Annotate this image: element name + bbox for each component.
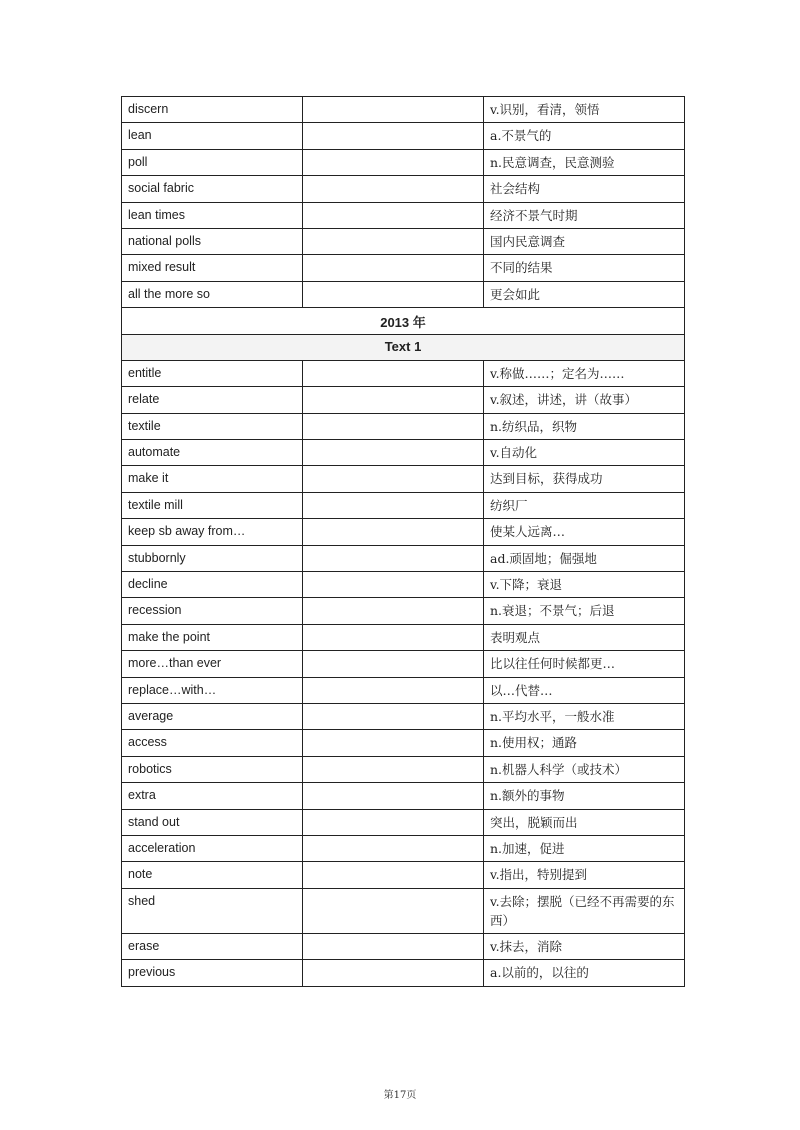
table-section-headers: [122, 308, 685, 361]
english-term: make it: [122, 466, 303, 492]
chinese-definition: n.机器人科学（或技术）: [484, 756, 685, 782]
english-term: robotics: [122, 756, 303, 782]
chinese-definition: 使某人远离…: [484, 519, 685, 545]
chinese-definition: n.额外的事物: [484, 783, 685, 809]
chinese-definition: a.以前的，以往的: [484, 960, 685, 986]
english-term: stand out: [122, 809, 303, 835]
english-term: average: [122, 703, 303, 729]
chinese-definition: v.识别，看清，领悟: [484, 97, 685, 123]
blank-cell: [303, 835, 484, 861]
blank-cell: [303, 730, 484, 756]
blank-cell: [303, 492, 484, 518]
table-row: [122, 960, 685, 986]
blank-cell: [303, 862, 484, 888]
chinese-definition: n.加速，促进: [484, 835, 685, 861]
table-row: [122, 703, 685, 729]
english-term: national polls: [122, 228, 303, 254]
english-term: stubbornly: [122, 545, 303, 571]
section-row-text: [122, 334, 685, 360]
chinese-definition: n.平均水平，一般水准: [484, 703, 685, 729]
english-term: lean: [122, 123, 303, 149]
table-row: [122, 123, 685, 149]
english-term: extra: [122, 783, 303, 809]
table-row: [122, 492, 685, 518]
table-row: [122, 756, 685, 782]
blank-cell: [303, 809, 484, 835]
english-term: shed: [122, 888, 303, 933]
table-row: [122, 730, 685, 756]
english-term: social fabric: [122, 176, 303, 202]
chinese-definition: 突出，脱颖而出: [484, 809, 685, 835]
table-row: [122, 519, 685, 545]
table-row: [122, 440, 685, 466]
blank-cell: [303, 677, 484, 703]
english-term: relate: [122, 387, 303, 413]
blank-cell: [303, 651, 484, 677]
english-term: mixed result: [122, 255, 303, 281]
section-row-year: [122, 308, 685, 334]
chinese-definition: ad.顽固地；倔强地: [484, 545, 685, 571]
chinese-definition: 经济不景气时期: [484, 202, 685, 228]
chinese-definition: 达到目标，获得成功: [484, 466, 685, 492]
chinese-definition: v.自动化: [484, 440, 685, 466]
english-term: recession: [122, 598, 303, 624]
blank-cell: [303, 519, 484, 545]
chinese-definition: 更会如此: [484, 281, 685, 307]
table-row: [122, 677, 685, 703]
blank-cell: [303, 228, 484, 254]
chinese-definition: 以…代替…: [484, 677, 685, 703]
chinese-definition: v.称做……；定名为……: [484, 360, 685, 386]
blank-cell: [303, 123, 484, 149]
table-row: [122, 809, 685, 835]
english-term: poll: [122, 149, 303, 175]
english-term: acceleration: [122, 835, 303, 861]
table-row: [122, 360, 685, 386]
page-footer: 第17页: [383, 1090, 417, 1101]
table-row: [122, 149, 685, 175]
english-term: replace…with…: [122, 677, 303, 703]
chinese-definition: n.纺织品，织物: [484, 413, 685, 439]
chinese-definition: 比以往任何时候都更…: [484, 651, 685, 677]
table-row: [122, 572, 685, 598]
english-term: entitle: [122, 360, 303, 386]
blank-cell: [303, 360, 484, 386]
table-row: [122, 651, 685, 677]
chinese-definition: 社会结构: [484, 176, 685, 202]
blank-cell: [303, 703, 484, 729]
vocabulary-table: [121, 96, 685, 987]
chinese-definition: n.使用权；通路: [484, 730, 685, 756]
blank-cell: [303, 888, 484, 933]
table-row: [122, 598, 685, 624]
chinese-definition: 纺织厂: [484, 492, 685, 518]
table-row: [122, 255, 685, 281]
english-term: more…than ever: [122, 651, 303, 677]
section-text: Text 1: [122, 334, 685, 360]
english-term: make the point: [122, 624, 303, 650]
table-body-before: [122, 97, 685, 308]
english-term: note: [122, 862, 303, 888]
english-term: erase: [122, 933, 303, 959]
english-term: textile mill: [122, 492, 303, 518]
table-row: [122, 933, 685, 959]
blank-cell: [303, 960, 484, 986]
table-row: [122, 387, 685, 413]
blank-cell: [303, 255, 484, 281]
english-term: decline: [122, 572, 303, 598]
blank-cell: [303, 572, 484, 598]
table-row: [122, 624, 685, 650]
chinese-definition: n.衰退；不景气；后退: [484, 598, 685, 624]
table-row: [122, 97, 685, 123]
english-term: access: [122, 730, 303, 756]
blank-cell: [303, 783, 484, 809]
table-row: [122, 228, 685, 254]
section-year: 2013 年: [122, 308, 685, 334]
table-row: [122, 783, 685, 809]
english-term: previous: [122, 960, 303, 986]
table-row: [122, 413, 685, 439]
chinese-definition: 表明观点: [484, 624, 685, 650]
table-row: [122, 888, 685, 933]
table-row: [122, 862, 685, 888]
blank-cell: [303, 176, 484, 202]
chinese-definition: 国内民意调查: [484, 228, 685, 254]
chinese-definition: n.民意调查，民意测验: [484, 149, 685, 175]
blank-cell: [303, 97, 484, 123]
blank-cell: [303, 933, 484, 959]
blank-cell: [303, 440, 484, 466]
blank-cell: [303, 281, 484, 307]
english-term: keep sb away from…: [122, 519, 303, 545]
blank-cell: [303, 624, 484, 650]
chinese-definition: v.叙述，讲述，讲（故事）: [484, 387, 685, 413]
blank-cell: [303, 545, 484, 571]
chinese-definition: v.抹去，消除: [484, 933, 685, 959]
chinese-definition: 不同的结果: [484, 255, 685, 281]
english-term: all the more so: [122, 281, 303, 307]
english-term: automate: [122, 440, 303, 466]
table-row: [122, 281, 685, 307]
chinese-definition: v.下降；衰退: [484, 572, 685, 598]
blank-cell: [303, 413, 484, 439]
chinese-definition: a.不景气的: [484, 123, 685, 149]
chinese-definition: v.去除；摆脱（已经不再需要的东西）: [484, 888, 685, 933]
table-row: [122, 466, 685, 492]
blank-cell: [303, 466, 484, 492]
blank-cell: [303, 202, 484, 228]
blank-cell: [303, 598, 484, 624]
english-term: lean times: [122, 202, 303, 228]
blank-cell: [303, 387, 484, 413]
blank-cell: [303, 756, 484, 782]
table-row: [122, 202, 685, 228]
table-row: [122, 545, 685, 571]
chinese-definition: v.指出，特别提到: [484, 862, 685, 888]
blank-cell: [303, 149, 484, 175]
table-body-after: [122, 360, 685, 986]
english-term: textile: [122, 413, 303, 439]
table-row: [122, 835, 685, 861]
english-term: discern: [122, 97, 303, 123]
table-row: [122, 176, 685, 202]
